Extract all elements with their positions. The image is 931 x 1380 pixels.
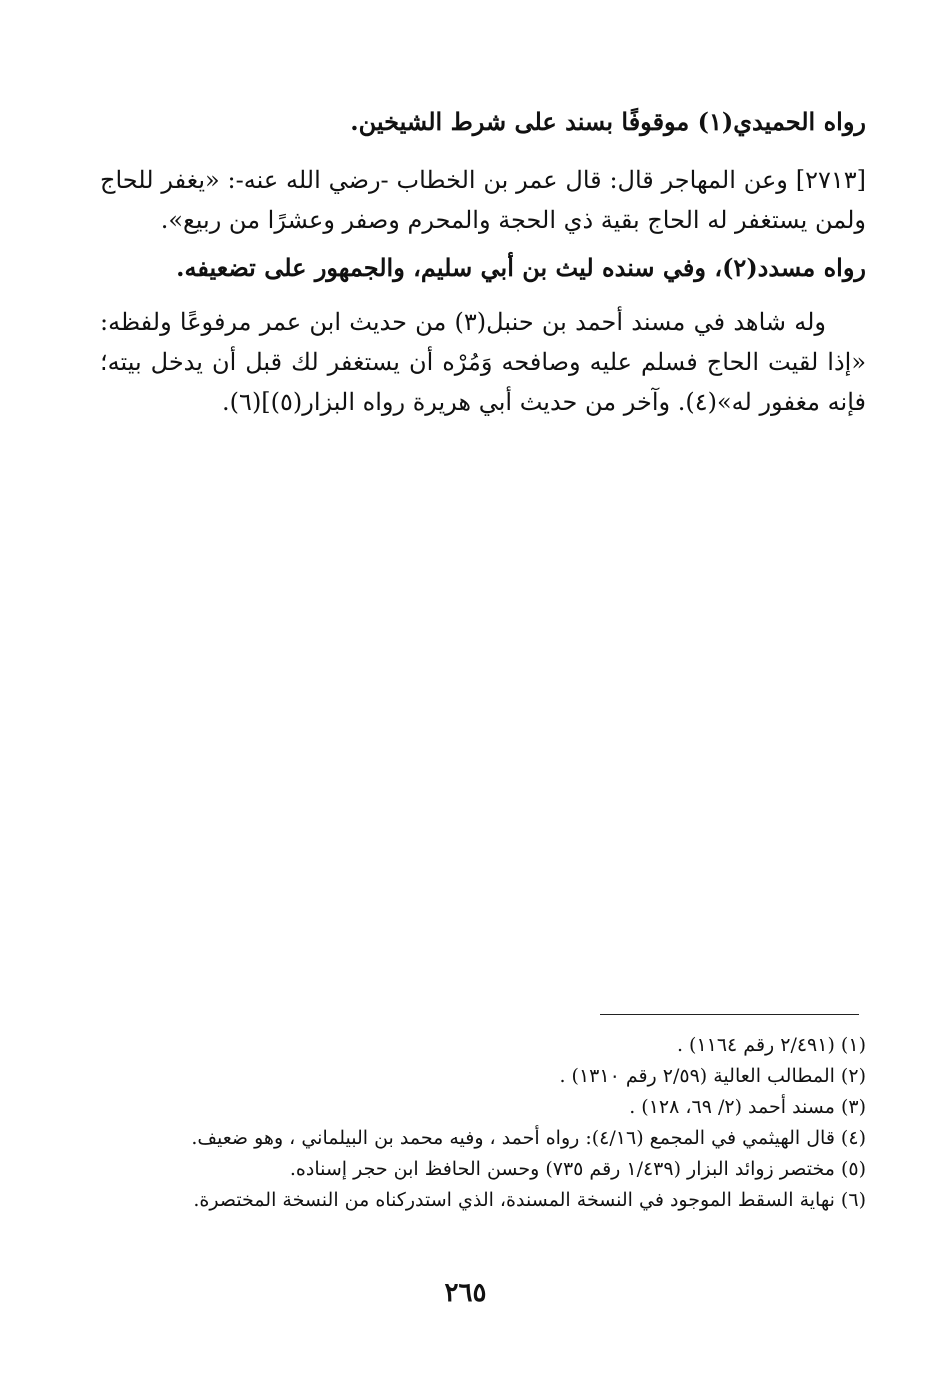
footnote-divider [600,1014,859,1015]
paragraph-4: وله شاهد في مسند أحمد بن حنبل(٣) من حديث ابن عمر مرفوعًا ولفظه: «إذا لقيت الحاج فسلم عليه وصافحه وَمُرْه أن يستغفر لك قبل أن يدخل بيته؛ فإنه مغفور له»(٤). وآخر من حديث أبي هريرة رواه البزار(٥)](٦). [100,308,866,416]
footnotes [100,1030,866,1216]
footnote-5: (٥) مختصر زوائد البزار (١/٤٣٩ رقم ٧٣٥) وحسن الحافظ ابن حجر إسناده. [289,1158,866,1180]
footnote-3: (٣) مسند أحمد (٢/ ٦٩، ١٢٨) . [629,1096,866,1118]
page-number: ٢٦٥ [444,1278,487,1308]
footnote-6: (٦) نهاية السقط الموجود في النسخة المسندة، الذي استدركناه من النسخة المختصرة. [193,1189,866,1211]
paragraph-1: رواه الحميدي(١) موقوفًا بسند على شرط الشيخين. [350,107,866,136]
footnote-2: (٢) المطالب العالية (٢/٥٩ رقم ١٣١٠) . [559,1065,866,1087]
paragraph-2: [٢٧١٣] وعن المهاجر قال: قال عمر بن الخطاب -رضي الله عنه-: «يغفر للحاج ولمن يستغفر له الحاج بقية ذي الحجة والمحرم وصفر وعشرًا من ربيع». [100,166,866,234]
paragraph-3: رواه مسدد(٢)، وفي سنده ليث بن أبي سليم، والجمهور على تضعيفه. [176,253,866,282]
footnote-4: (٤) قال الهيثمي في المجمع (٤/١٦): رواه أحمد ، وفيه محمد بن البيلماني ، وهو ضعيف. [191,1127,866,1149]
footnote-1: (١) (٢/٤٩١ رقم ١١٦٤) . [676,1034,866,1056]
